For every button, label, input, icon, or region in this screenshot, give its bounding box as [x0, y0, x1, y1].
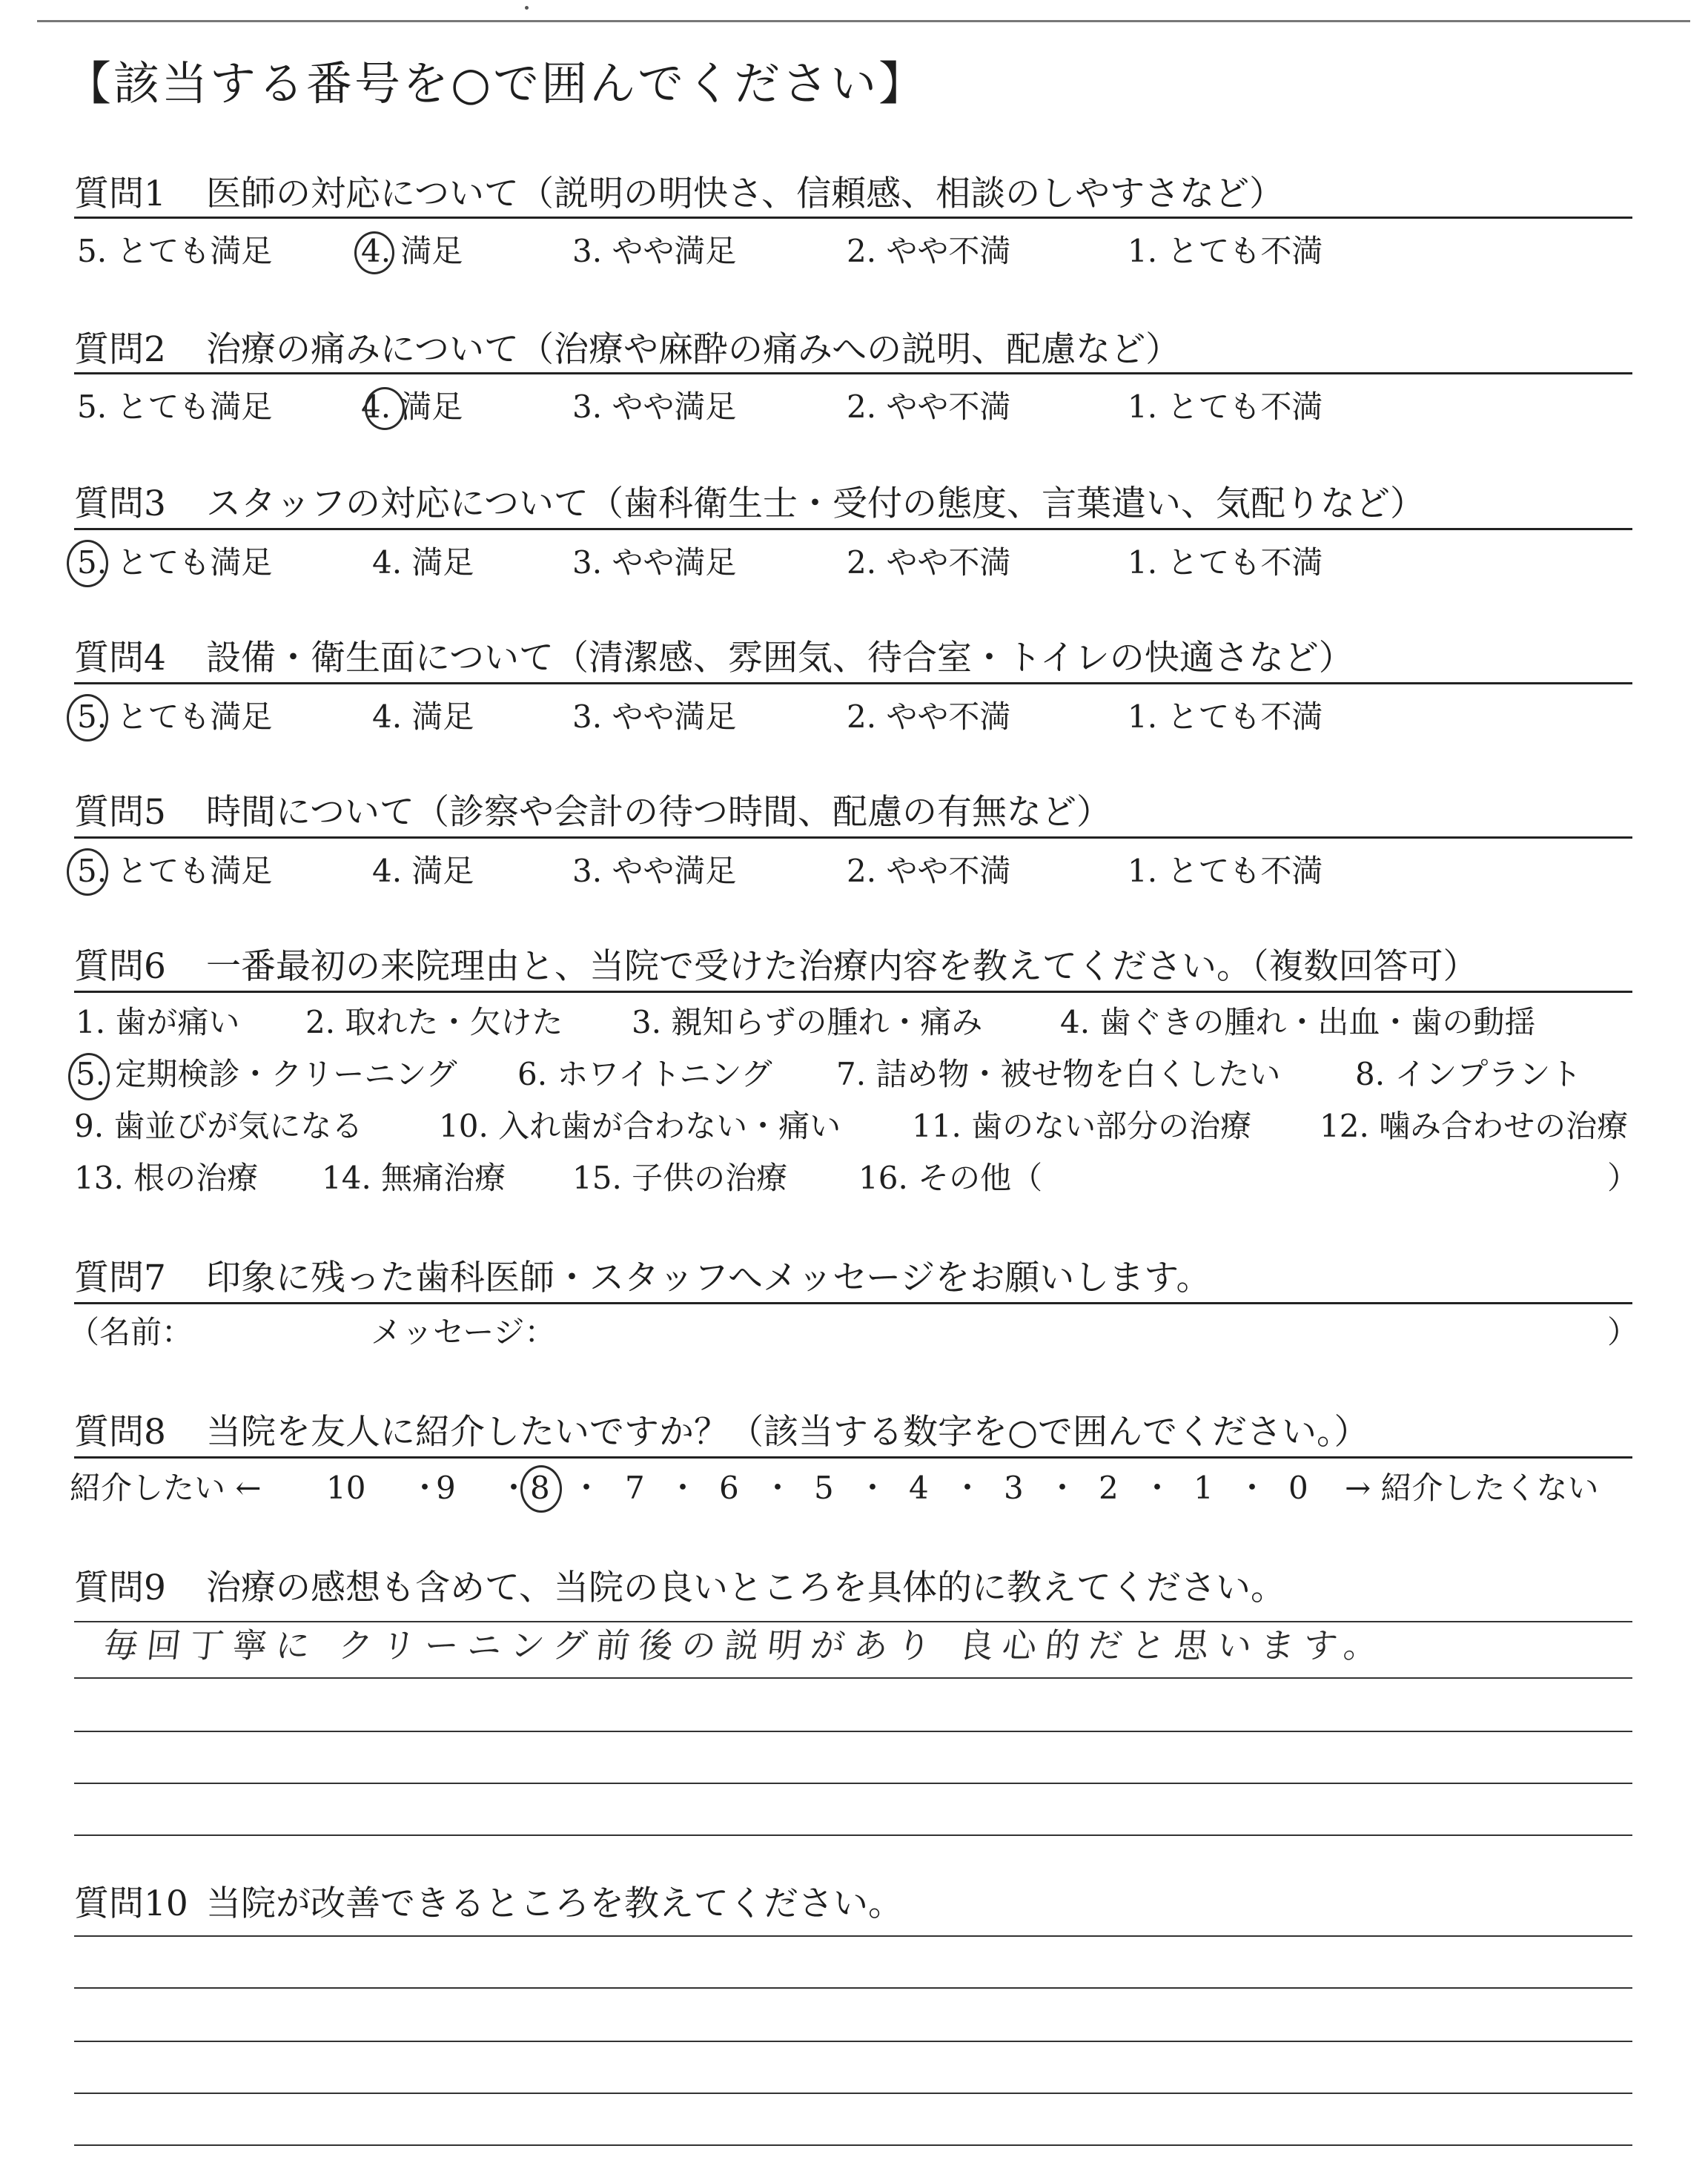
q7-name-label: （名前：: [68, 1314, 193, 1350]
q3-option-2[interactable]: 2. やや不満: [847, 544, 1011, 581]
q10-answer-line: [74, 2144, 1632, 2146]
q6-option-15[interactable]: 15. 子供の治療: [572, 1160, 788, 1196]
question-2-title: [74, 329, 1181, 370]
question-9-title: [74, 1568, 1286, 1608]
question-1-label: 質問1: [74, 174, 166, 214]
q9-answer-line: [74, 1731, 1632, 1732]
q3-option-3[interactable]: 3. やや満足: [572, 544, 737, 581]
q6-option-7[interactable]: 7. 詰め物・被せ物を白くしたい: [836, 1056, 1281, 1092]
q6-option-4[interactable]: 4. 歯ぐきの腫れ・出血・歯の動揺: [1060, 1004, 1536, 1040]
q8-scale-1[interactable]: 1: [1194, 1470, 1214, 1506]
q8-scale-5[interactable]: 5: [814, 1470, 834, 1506]
q7-message-label: メッセージ：: [371, 1314, 556, 1350]
question-5-text: 時間について（診察や会計の待つ時間、配慮の有無など）: [206, 792, 1112, 833]
q6-option-1[interactable]: 1. 歯が痛い: [76, 1004, 240, 1040]
q6-option-3[interactable]: 3. 親知らずの腫れ・痛み: [632, 1004, 983, 1040]
question-10-label: 質問10: [74, 1883, 188, 1924]
question-5-rule: [74, 836, 1632, 839]
q4-option-5[interactable]: 5. とても満足: [77, 698, 273, 735]
q8-right-label: → 紹介したくない: [1345, 1470, 1599, 1506]
q2-option-5[interactable]: 5. とても満足: [77, 389, 273, 425]
q1-selection-circle: [354, 231, 394, 274]
q6-option-2[interactable]: 2. 取れた・欠けた: [305, 1004, 563, 1040]
question-5-label: 質問5: [74, 792, 166, 833]
question-9-label: 質問9: [74, 1568, 166, 1608]
q8-scale-9[interactable]: 9: [436, 1470, 456, 1506]
q4-selection-circle: [67, 694, 108, 742]
q10-answer-line: [74, 2093, 1632, 2094]
q9-answer-line: [74, 1834, 1632, 1836]
question-3-rule: [74, 528, 1632, 530]
q8-scale-2[interactable]: 2: [1099, 1470, 1119, 1506]
question-7-rule: [74, 1302, 1632, 1304]
q5-option-4[interactable]: 4. 満足: [372, 853, 474, 889]
q6-option-13[interactable]: 13. 根の治療: [74, 1160, 259, 1196]
q8-scale-6[interactable]: 6: [719, 1470, 739, 1506]
question-7-text: 印象に残った歯科医師・スタッフへメッセージをお願いします。: [206, 1258, 1211, 1298]
question-1-rule: [74, 217, 1632, 219]
top-border: [37, 20, 1690, 22]
question-6-text: 一番最初の来院理由と、当院で受けた治療内容を教えてください。（複数回答可）: [206, 946, 1478, 987]
q9-handwritten-answer: 毎回丁寧に クリーニング前後の説明があり 良心的だと思います。: [102, 1625, 1389, 1665]
q9-answer-line: [74, 1621, 1632, 1622]
question-6-label: 質問6: [74, 946, 166, 987]
scan-dot: [525, 6, 529, 10]
q8-scale-sep: ・: [952, 1470, 984, 1506]
q6-option-12[interactable]: 12. 噛み合わせの治療: [1320, 1108, 1629, 1144]
q5-option-5[interactable]: 5. とても満足: [77, 853, 273, 889]
q1-option-2[interactable]: 2. やや不満: [847, 233, 1011, 269]
q7-close: ）: [1607, 1314, 1639, 1350]
question-3-label: 質問3: [74, 483, 166, 524]
q4-option-3[interactable]: 3. やや満足: [572, 698, 737, 735]
q8-scale-sep: ・: [1142, 1470, 1174, 1506]
question-5-title: [74, 792, 1112, 833]
q2-option-2[interactable]: 2. やや不満: [847, 389, 1011, 425]
q2-option-3[interactable]: 3. やや満足: [572, 389, 737, 425]
q6-selection-circle: [68, 1053, 110, 1100]
question-7-title: [74, 1258, 1211, 1298]
q5-option-1[interactable]: 1. とても不満: [1128, 853, 1323, 889]
question-8-rule: [74, 1456, 1632, 1459]
q9-answer-line: [74, 1677, 1632, 1679]
q6-option-11[interactable]: 11. 歯のない部分の治療: [912, 1108, 1252, 1144]
question-8-title: [74, 1412, 1369, 1453]
q4-option-2[interactable]: 2. やや不満: [847, 698, 1011, 735]
question-3-text: スタッフの対応について（歯科衛生士・受付の態度、言葉遣い、気配りなど）: [206, 483, 1426, 524]
q8-scale-sep: ・: [1047, 1470, 1079, 1506]
q8-scale-4[interactable]: 4: [909, 1470, 929, 1506]
q2-option-1[interactable]: 1. とても不満: [1128, 389, 1323, 425]
q8-scale-sep: ・: [667, 1470, 699, 1506]
q3-option-4[interactable]: 4. 満足: [372, 544, 474, 581]
question-4-text: 設備・衛生面について（清潔感、雰囲気、待合室・トイレの快適さなど）: [206, 638, 1354, 678]
question-8-scale: [70, 1470, 1632, 1510]
q6-option-8[interactable]: 8. インプラント: [1355, 1056, 1582, 1092]
question-6-title: [74, 946, 1478, 987]
q3-option-5[interactable]: 5. とても満足: [77, 544, 273, 581]
question-4-label: 質問4: [74, 638, 166, 678]
q5-option-2[interactable]: 2. やや不満: [847, 853, 1011, 889]
q1-option-5[interactable]: 5. とても満足: [77, 233, 273, 269]
q2-option-4[interactable]: 4. 満足: [361, 389, 463, 425]
q8-scale-8[interactable]: 8: [530, 1470, 550, 1506]
q10-answer-line: [74, 1987, 1632, 1989]
q1-option-3[interactable]: 3. やや満足: [572, 233, 737, 269]
q2-selection-circle: [365, 387, 405, 430]
question-1-title: [74, 174, 1285, 214]
q8-scale-10[interactable]: 10: [326, 1470, 366, 1506]
q4-option-4[interactable]: 4. 満足: [372, 698, 474, 735]
q5-option-3[interactable]: 3. やや満足: [572, 853, 737, 889]
question-2-label: 質問2: [74, 329, 166, 370]
q6-option-14[interactable]: 14. 無痛治療: [322, 1160, 506, 1196]
q6-other-close: ）: [1607, 1160, 1639, 1196]
q8-scale-3[interactable]: 3: [1004, 1470, 1024, 1506]
q3-option-1[interactable]: 1. とても不満: [1128, 544, 1323, 581]
question-2-rule: [74, 372, 1632, 374]
q8-left-label: 紹介したい ←: [70, 1470, 262, 1506]
question-10-title: [74, 1883, 903, 1924]
page-title: 【該当する番号を○で囲んでください】: [65, 56, 927, 110]
question-6-rule: [74, 991, 1632, 993]
q6-option-9[interactable]: 9. 歯並びが気になる: [74, 1108, 363, 1144]
question-10-text: 当院が改善できるところを教えてください。: [206, 1883, 903, 1924]
q5-selection-circle: [67, 848, 108, 896]
q8-scale-sep: ・: [857, 1470, 889, 1506]
q8-scale-sep: ・: [409, 1470, 441, 1506]
question-4-rule: [74, 682, 1632, 684]
q6-option-16[interactable]: 16. その他（: [858, 1160, 1043, 1196]
question-9-text: 治療の感想も含めて、当院の良いところを具体的に教えてください。: [206, 1568, 1286, 1608]
question-1-text: 医師の対応について（説明の明快さ、信頼感、相談のしやすさなど）: [206, 174, 1285, 214]
question-7-label: 質問7: [74, 1258, 166, 1298]
q8-scale-7[interactable]: 7: [625, 1470, 645, 1506]
question-8-text: 当院を友人に紹介したいですか？（該当する数字を○で囲んでください。）: [206, 1412, 1369, 1453]
q3-selection-circle: [67, 540, 108, 587]
question-3-title: [74, 483, 1426, 524]
q6-option-10[interactable]: 10. 入れ歯が合わない・痛い: [439, 1108, 841, 1144]
question-8-label: 質問8: [74, 1412, 166, 1453]
q4-option-1[interactable]: 1. とても不満: [1128, 698, 1323, 735]
q8-scale-0[interactable]: 0: [1288, 1470, 1308, 1506]
q8-selection-circle: [520, 1465, 562, 1513]
question-2-text: 治療の痛みについて（治療や麻酔の痛みへの説明、配慮など）: [206, 329, 1181, 370]
q10-answer-line: [74, 1935, 1632, 1937]
q8-scale-sep: ・: [1237, 1470, 1268, 1506]
q10-answer-line: [74, 2041, 1632, 2042]
q6-option-5[interactable]: 5. 定期検診・クリーニング: [76, 1056, 457, 1092]
q1-option-4[interactable]: 4. 満足: [361, 233, 463, 269]
q8-scale-sep: ・: [571, 1470, 603, 1506]
q9-answer-line: [74, 1783, 1632, 1784]
q8-scale-sep: ・: [498, 1470, 530, 1506]
question-4-title: [74, 638, 1354, 678]
q8-scale-sep: ・: [762, 1470, 794, 1506]
q6-option-6[interactable]: 6. ホワイトニング: [517, 1056, 772, 1092]
q1-option-1[interactable]: 1. とても不満: [1128, 233, 1323, 269]
